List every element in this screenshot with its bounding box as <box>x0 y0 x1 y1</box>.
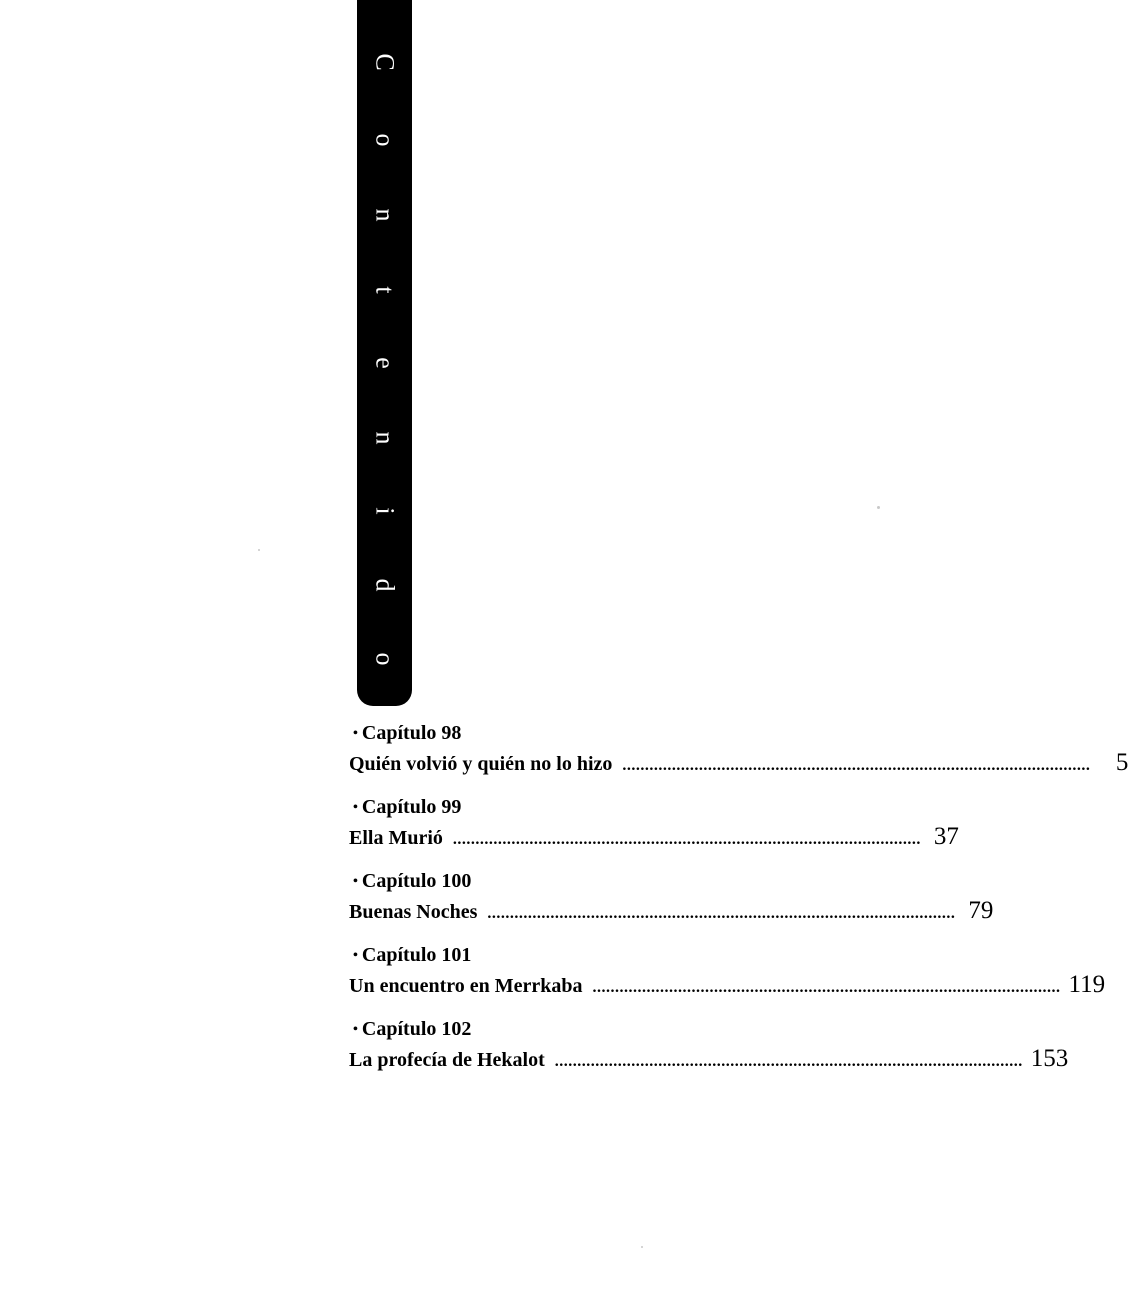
dot-leader: ........................................................................................................ <box>554 1053 1023 1070</box>
chapter-title-line <box>349 971 1106 1001</box>
scan-speck <box>641 1246 643 1248</box>
dot-leader: ........................................................................................................ <box>487 905 956 922</box>
chapter-title-line <box>349 1045 1069 1075</box>
chapter-number: Capítulo 99 <box>361 796 462 818</box>
chapter-title: La profecía de Hekalot <box>349 1049 545 1071</box>
chapter-title-line <box>349 749 1128 779</box>
page-number: 5 <box>1115 749 1128 776</box>
page-number: 153 <box>1030 1045 1069 1072</box>
chapter-label <box>353 1015 471 1044</box>
scan-speck <box>877 506 880 509</box>
table-of-contents <box>349 719 1128 1089</box>
chapter-title: Un encuentro en Merrkaba <box>349 975 583 997</box>
chapter-title: Quién volvió y quién no lo hizo <box>349 753 613 775</box>
banner-letter: o <box>370 652 400 666</box>
bullet-icon: • <box>353 800 358 815</box>
chapter-label <box>353 793 461 822</box>
chapter-label <box>353 867 471 896</box>
bullet-icon: • <box>353 948 358 963</box>
toc-entry[interactable] <box>349 1015 1069 1089</box>
banner-letter: d <box>370 578 400 592</box>
page-number: 37 <box>933 823 959 850</box>
banner-letter: t <box>370 286 400 294</box>
banner-letter: n <box>370 208 400 222</box>
chapter-number: Capítulo 102 <box>361 1018 472 1040</box>
bullet-icon: • <box>353 726 358 741</box>
chapter-number: Capítulo 98 <box>361 722 462 744</box>
chapter-label <box>353 719 461 748</box>
toc-entry[interactable] <box>349 867 994 941</box>
bullet-icon: • <box>353 874 358 889</box>
bullet-icon: • <box>353 1022 358 1037</box>
dot-leader: ........................................................................................................ <box>622 757 1091 774</box>
chapter-title-line <box>349 823 959 853</box>
dot-leader: ........................................................................................................ <box>592 979 1061 996</box>
chapter-title: Ella Murió <box>349 827 443 849</box>
scan-speck <box>258 549 260 551</box>
contents-banner <box>357 0 412 706</box>
toc-entry[interactable] <box>349 793 959 867</box>
banner-letter: o <box>370 133 400 147</box>
chapter-number: Capítulo 101 <box>361 944 472 966</box>
chapter-number: Capítulo 100 <box>361 870 472 892</box>
toc-entry[interactable] <box>349 941 1106 1015</box>
chapter-label <box>353 941 471 970</box>
banner-letter: e <box>370 357 400 369</box>
banner-letter: i <box>370 507 400 515</box>
chapter-title: Buenas Noches <box>349 901 478 923</box>
page-number: 119 <box>1068 971 1106 998</box>
banner-letter: C <box>370 53 400 71</box>
chapter-title-line <box>349 897 994 927</box>
page-number: 79 <box>968 897 994 924</box>
dot-leader: ........................................................................................................ <box>452 831 921 848</box>
toc-entry[interactable] <box>349 719 1128 793</box>
banner-letter: n <box>370 431 400 445</box>
